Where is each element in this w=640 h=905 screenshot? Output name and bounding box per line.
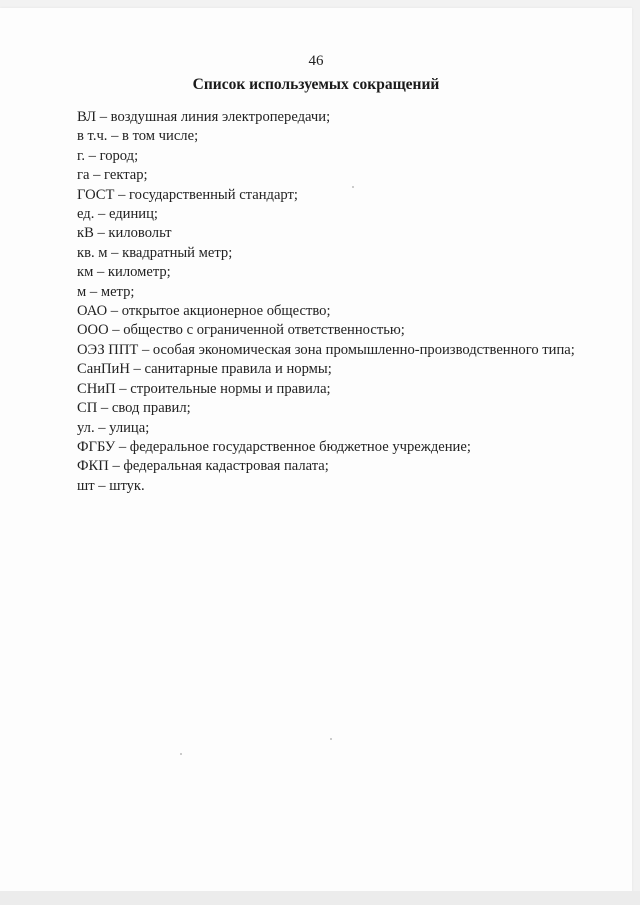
list-item: ед. – единиц;	[77, 206, 158, 223]
list-item: ГОСТ – государственный стандарт;	[77, 186, 298, 203]
list-item: ОЭЗ ППТ – особая экономическая зона промышленно-производственного типа;	[77, 341, 575, 358]
list-item: м – метр;	[77, 283, 135, 300]
list-item: ВЛ – воздушная линия электропередачи;	[77, 109, 331, 125]
list-item: га – гектар;	[77, 167, 148, 184]
abbreviation-list	[77, 108, 602, 496]
page-number: 46	[308, 53, 324, 69]
document-page	[0, 8, 632, 893]
list-item: шт – штук.	[77, 477, 145, 494]
list-item: км – километр;	[77, 264, 171, 281]
scan-speck	[330, 738, 332, 740]
list-item: ОАО – открытое акционерное общество;	[77, 303, 331, 320]
list-item: в т.ч. – в том числе;	[77, 128, 199, 145]
scan-speck	[180, 753, 182, 755]
page-title: Список используемых сокращений	[192, 76, 440, 93]
scan-speck	[352, 186, 354, 188]
list-item: ул. – улица;	[77, 419, 150, 436]
list-item: СП – свод правил;	[77, 400, 191, 417]
list-item: г. – город;	[77, 147, 139, 164]
list-item: кв. м – квадратный метр;	[77, 244, 233, 261]
list-item: СНиП – строительные нормы и правила;	[77, 380, 331, 397]
list-item: ООО – общество с ограниченной ответственностью;	[77, 322, 405, 339]
page-bottom-edge	[0, 891, 640, 905]
list-item: ФКП – федеральная кадастровая палата;	[77, 458, 329, 475]
list-item: СанПиН – санитарные правила и нормы;	[77, 361, 332, 378]
list-item: ФГБУ – федеральное государственное бюджетное учреждение;	[77, 438, 471, 455]
list-item: кВ – киловольт	[77, 225, 172, 242]
